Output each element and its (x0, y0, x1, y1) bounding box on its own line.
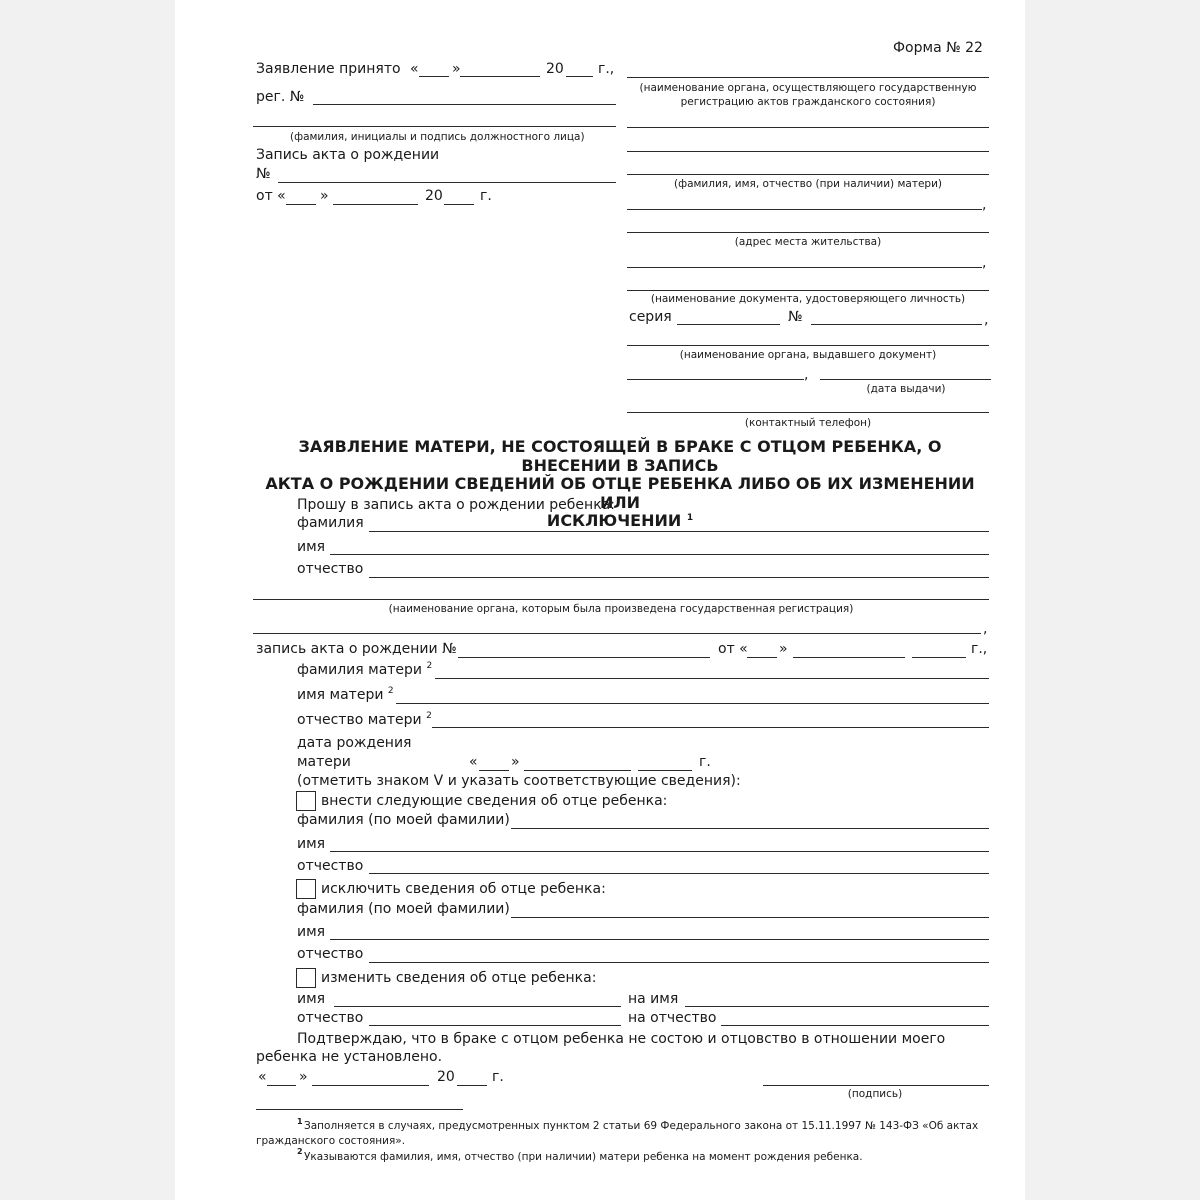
birth-month-line[interactable] (524, 770, 631, 771)
option-change-label: изменить сведения об отце ребенка: (321, 970, 597, 986)
title-footnote-mark: 1 (686, 513, 694, 523)
id-doc-caption: (наименование документа, удостоверяющего личность) (650, 293, 966, 305)
child-name-label: имя (297, 539, 326, 555)
doc-number-line[interactable] (811, 324, 982, 325)
to-patronymic-label: на отчество (628, 1010, 717, 1026)
authority-line[interactable] (627, 77, 989, 78)
record-month-field[interactable] (793, 657, 905, 658)
record-day-field[interactable] (747, 657, 777, 658)
mother-name-line[interactable] (396, 703, 989, 704)
to-name-label: на имя (628, 991, 679, 1007)
exclude-name-line[interactable] (330, 939, 989, 940)
address-caption: (адрес места жительства) (734, 236, 882, 248)
mother-line-2[interactable] (627, 151, 989, 152)
issuer-comma: , (804, 367, 809, 383)
signature-line[interactable] (763, 1085, 989, 1086)
exclude-patronymic-label: отчество (297, 946, 364, 962)
record-date-close: » (320, 188, 329, 204)
confirm-line-2: ребенка не установлено. (256, 1049, 443, 1065)
authority-caption-1: (наименование органа, осуществляющего государственную (639, 82, 977, 94)
doc-number-comma: , (984, 312, 989, 328)
received-quote-open: « (410, 61, 419, 77)
birth-date-label-1: дата рождения (297, 735, 412, 751)
record-year-suffix: г. (480, 188, 492, 204)
sign-month-line[interactable] (312, 1085, 429, 1086)
footnote-1-mark: 1 (297, 1117, 303, 1126)
footnote-2-text: Указываются фамилия, имя, отчество (при наличии) матери ребенка на момент рождения ребенка. (304, 1151, 863, 1163)
signature-caption: (подпись) (847, 1088, 903, 1100)
child-name-line[interactable] (330, 554, 989, 555)
birth-date-label-2: матери (297, 754, 351, 770)
birth-year-suffix: г. (699, 754, 711, 770)
option-exclude-label: исключить сведения об отце ребенка: (321, 881, 606, 897)
mother-patronymic-label (297, 712, 432, 728)
birth-quote-open: « (469, 754, 478, 770)
child-patronymic-line[interactable] (369, 577, 989, 578)
id-doc-line-1[interactable] (627, 267, 982, 268)
record-quote-close: » (779, 641, 788, 657)
mother-name-label (297, 687, 394, 703)
add-name-label: имя (297, 836, 326, 852)
sign-day-line[interactable] (267, 1085, 296, 1086)
title-line-2: АКТА О РОЖДЕНИИ СВЕДЕНИЙ ОБ ОТЦЕ РЕБЕНКА ЛИБО ОБ ИХ ИЗМЕНЕНИИ ИЛИ (265, 474, 975, 512)
authority-caption-2: регистрацию актов гражданского состояния) (680, 96, 936, 108)
child-surname-label: фамилия (297, 515, 364, 531)
mother-surname-label (297, 662, 432, 678)
add-surname-label: фамилия (по моей фамилии) (297, 812, 510, 828)
confirm-line-1: Подтверждаю, что в браке с отцом ребенка не состою и отцовство в отношении моего (297, 1031, 946, 1047)
birth-quote-close: » (511, 754, 520, 770)
record-year-line[interactable] (444, 204, 474, 205)
received-year-line[interactable] (566, 76, 593, 77)
mother-surname-line[interactable] (435, 678, 989, 679)
reg-authority-line-2[interactable] (253, 633, 981, 634)
received-quote-close: » (452, 61, 461, 77)
official-line[interactable] (253, 126, 616, 127)
mother-line-3[interactable] (627, 174, 989, 175)
reg-authority-caption: (наименование органа, которым была произведена государственная регистрация) (388, 603, 854, 615)
change-patronymic-label: отчество (297, 1010, 364, 1026)
birth-year-line[interactable] (638, 770, 692, 771)
doc-number-label: № (788, 309, 803, 325)
record-day-line[interactable] (286, 204, 316, 205)
exclude-patronymic-line[interactable] (369, 962, 989, 963)
sign-year-line[interactable] (457, 1085, 487, 1086)
record-month-line[interactable] (333, 204, 418, 205)
footnote-2-mark: 2 (297, 1147, 303, 1156)
footnote-1-line-1: Заполняется в случаях, предусмотренных пунктом 2 статьи 69 Федерального закона от 15.11.1997 № 143-ФЗ «Об актах (304, 1120, 979, 1132)
exclude-surname-line[interactable] (511, 917, 989, 918)
child-patronymic-label: отчество (297, 561, 364, 577)
form-number: Форма № 22 (893, 40, 983, 56)
reg-authority-comma: , (983, 621, 988, 637)
sign-quote-close: » (299, 1069, 308, 1085)
change-patronymic-line[interactable] (369, 1025, 621, 1026)
reg-no-label: рег. № (256, 89, 305, 105)
footnote-mark: 2 (426, 711, 432, 721)
add-name-line[interactable] (330, 851, 989, 852)
option-add-label: внести следующие сведения об отце ребенка: (321, 793, 668, 809)
issue-date-caption: (дата выдачи) (866, 383, 946, 395)
address-line-2[interactable] (627, 232, 989, 233)
add-patronymic-line[interactable] (369, 873, 989, 874)
received-day-line[interactable] (419, 76, 449, 77)
record-label: Запись акта о рождении (256, 147, 440, 163)
title-line-1: ЗАЯВЛЕНИЕ МАТЕРИ, НЕ СОСТОЯЩЕЙ В БРАКЕ С ОТЦОМ РЕБЕНКА, О ВНЕСЕНИИ В ЗАПИСЬ (298, 437, 942, 475)
phone-caption: (контактный телефон) (744, 417, 872, 429)
to-patronymic-line[interactable] (721, 1025, 989, 1026)
issuer-line-2[interactable] (627, 379, 804, 380)
record-no-label: № (256, 166, 271, 182)
record-date-from: от « (256, 188, 286, 204)
to-name-line[interactable] (685, 1006, 989, 1007)
received-month-line[interactable] (460, 76, 540, 77)
child-surname-line[interactable] (369, 531, 989, 532)
address-comma-1: , (982, 197, 987, 213)
exclude-surname-label: фамилия (по моей фамилии) (297, 901, 510, 917)
title-line-3-text: ИСКЛЮЧЕНИИ (546, 511, 682, 530)
series-label: серия (629, 309, 672, 325)
record-no-field[interactable] (458, 657, 710, 658)
received-label: Заявление принято (256, 61, 401, 77)
id-doc-comma: , (982, 255, 987, 271)
sign-year-prefix: 20 (437, 1069, 455, 1085)
record-no-text: запись акта о рождении № (256, 641, 457, 657)
reg-no-line[interactable] (313, 104, 616, 105)
record-from: от « (718, 641, 748, 657)
change-name-label: имя (297, 991, 326, 1007)
record-year-suffix-body: г., (971, 641, 988, 657)
reg-authority-line[interactable] (253, 599, 989, 600)
record-no-line[interactable] (278, 182, 616, 183)
footnote-1-line-2: гражданского состояния». (256, 1135, 406, 1147)
issuer-caption: (наименование органа, выдавшего документ) (679, 349, 937, 361)
footnote-mark: 2 (426, 661, 433, 671)
mother-line-1[interactable] (627, 127, 989, 128)
add-patronymic-label: отчество (297, 858, 364, 874)
change-name-line[interactable] (334, 1006, 621, 1007)
add-father-checkbox[interactable] (296, 791, 316, 811)
mother-name-caption: (фамилия, имя, отчество (при наличии) матери) (674, 178, 942, 190)
series-line[interactable] (677, 324, 780, 325)
add-surname-line[interactable] (511, 828, 989, 829)
sign-quote-open: « (258, 1069, 267, 1085)
address-line-1[interactable] (627, 209, 982, 210)
record-year-prefix: 20 (425, 188, 443, 204)
exclude-father-checkbox[interactable] (296, 879, 316, 899)
record-year-field[interactable] (912, 657, 966, 658)
mother-patronymic-text: отчество матери (297, 712, 422, 728)
change-father-checkbox[interactable] (296, 968, 316, 988)
official-caption: (фамилия, инициалы и подпись должностного лица) (290, 131, 585, 143)
received-year-prefix: 20 (546, 61, 564, 77)
issuer-line[interactable] (627, 345, 989, 346)
exclude-name-label: имя (297, 924, 326, 940)
mother-name-text: имя матери (297, 687, 384, 703)
issue-date-line[interactable] (820, 379, 991, 380)
request-text: Прошу в запись акта о рождении ребенка: (297, 497, 615, 513)
footnote-separator (256, 1109, 463, 1110)
mother-surname-text: фамилия матери (297, 662, 423, 678)
received-year-suffix: г., (598, 61, 615, 77)
birth-day-line[interactable] (479, 770, 509, 771)
mark-instruction: (отметить знаком V и указать соответствующие сведения): (297, 773, 741, 789)
mother-patronymic-line[interactable] (432, 727, 989, 728)
id-doc-line-2[interactable] (627, 290, 989, 291)
footnote-mark: 2 (387, 686, 394, 696)
phone-line[interactable] (627, 412, 989, 413)
sign-year-suffix: г. (492, 1069, 504, 1085)
